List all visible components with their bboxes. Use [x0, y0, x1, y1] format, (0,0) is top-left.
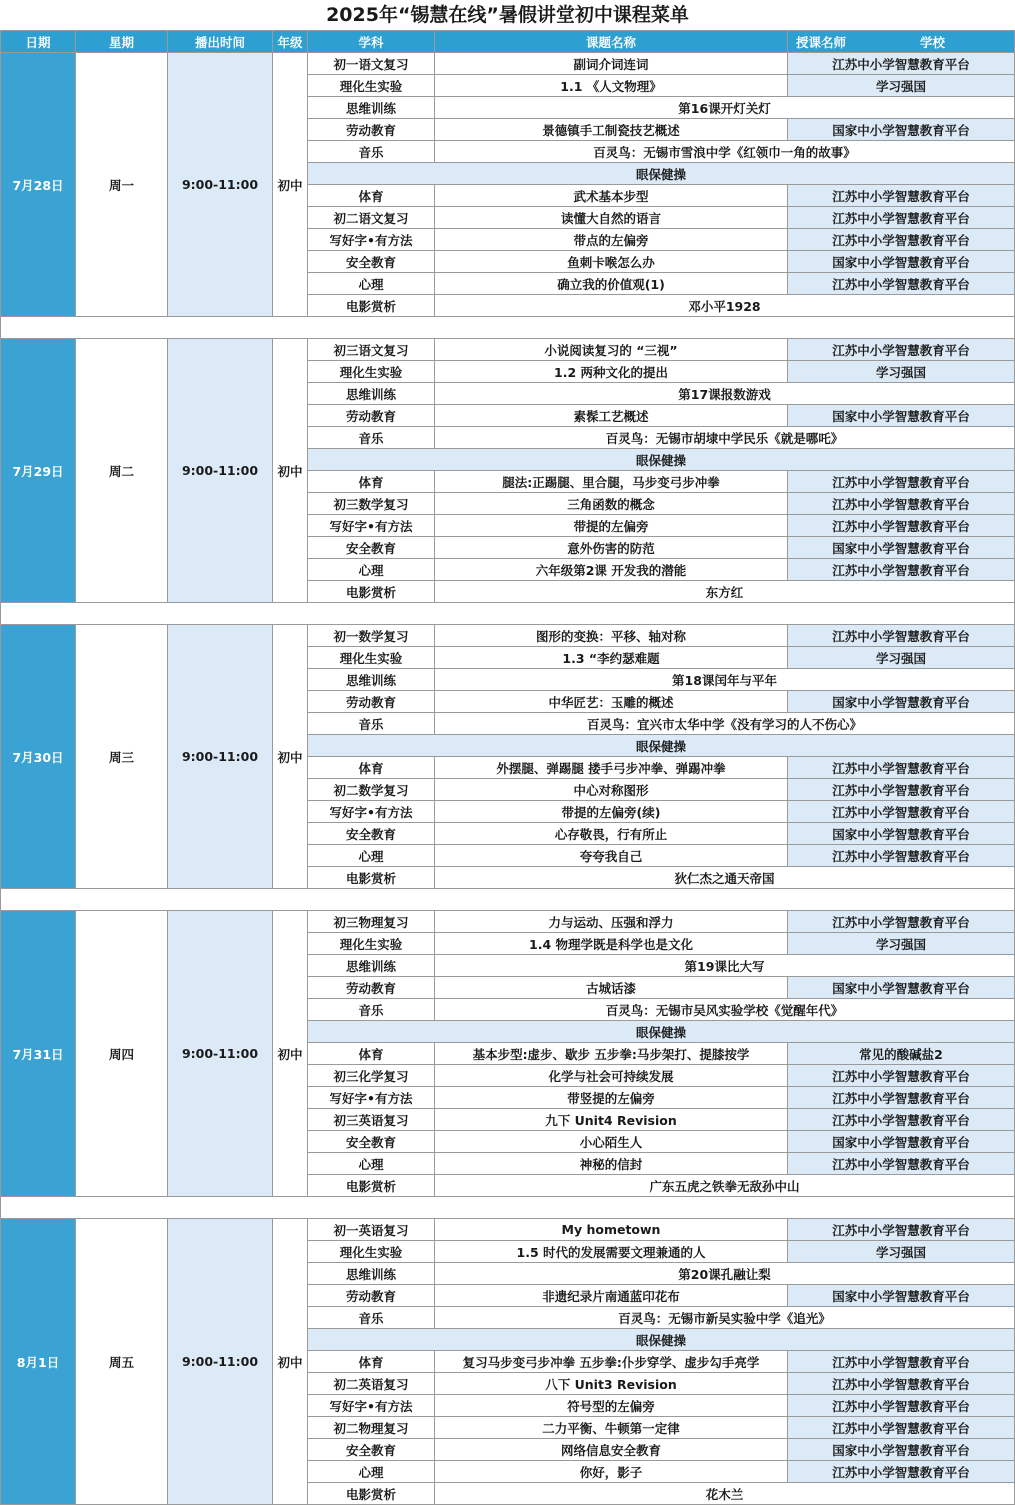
header-weekday: 星期: [76, 31, 168, 53]
day-separator: [1, 889, 1015, 911]
course-cell: 外摆腿、弹踢腿 搂手弓步冲拳、弹踢冲拳: [435, 757, 788, 779]
subject-cell: 音乐: [308, 999, 435, 1021]
course-cell: 中心对称图形: [435, 779, 788, 801]
date-cell: 7月29日: [1, 339, 76, 603]
school-cell: 江苏中小学智慧教育平台: [788, 625, 1015, 647]
school-cell: 江苏中小学智慧教育平台: [788, 229, 1015, 251]
school-cell: 江苏中小学智慧教育平台: [788, 207, 1015, 229]
subject-cell: 劳动教育: [308, 691, 435, 713]
subject-cell: 电影赏析: [308, 1483, 435, 1505]
course-cell: 小心陌生人: [435, 1131, 788, 1153]
grade-cell: 初中: [273, 911, 308, 1197]
school-cell: 江苏中小学智慧教育平台: [788, 1219, 1015, 1241]
subject-cell: 音乐: [308, 427, 435, 449]
day-separator: [1, 317, 1015, 339]
school-cell: 国家中小学智慧教育平台: [788, 405, 1015, 427]
course-cell: 百灵鸟：无锡市新吴实验中学《追光》: [435, 1307, 1015, 1329]
course-cell: 六年级第2课 开发我的潜能: [435, 559, 788, 581]
course-cell: 图形的变换：平移、轴对称: [435, 625, 788, 647]
course-cell: 九下 Unit4 Revision: [435, 1109, 788, 1131]
course-cell: 中华匠艺：玉雕的概述: [435, 691, 788, 713]
course-cell: 带提的左偏旁: [435, 515, 788, 537]
course-cell: 带点的左偏旁: [435, 229, 788, 251]
course-cell: 复习马步变弓步冲拳 五步拳:仆步穿学、虚步勾手亮学: [435, 1351, 788, 1373]
course-cell: 化学与社会可持续发展: [435, 1065, 788, 1087]
time-cell: 9:00-11:00: [168, 625, 273, 889]
header-subject: 学科: [308, 31, 435, 53]
header-course: 课题名称: [435, 31, 788, 53]
course-cell: 百灵鸟：宜兴市太华中学《没有学习的人不伤心》: [435, 713, 1015, 735]
school-cell: 江苏中小学智慧教育平台: [788, 493, 1015, 515]
course-cell: 确立我的价值观(1): [435, 273, 788, 295]
course-cell: 广东五虎之铁拳无敌孙中山: [435, 1175, 1015, 1197]
break-cell: 眼保健操: [308, 163, 1015, 185]
school-cell: 国家中小学智慧教育平台: [788, 1285, 1015, 1307]
course-cell: 狄仁杰之通天帝国: [435, 867, 1015, 889]
header-grade: 年级: [273, 31, 308, 53]
subject-cell: 思维训练: [308, 669, 435, 691]
subject-cell: 安全教育: [308, 823, 435, 845]
weekday-cell: 周四: [76, 911, 168, 1197]
subject-cell: 安全教育: [308, 1131, 435, 1153]
subject-cell: 心理: [308, 559, 435, 581]
subject-cell: 思维训练: [308, 955, 435, 977]
course-cell: 1.5 时代的发展需要文理兼通的人: [435, 1241, 788, 1263]
subject-cell: 初二英语复习: [308, 1373, 435, 1395]
course-cell: 第16课开灯关灯: [435, 97, 1015, 119]
school-cell: 江苏中小学智慧教育平台: [788, 757, 1015, 779]
school-cell: 国家中小学智慧教育平台: [788, 1439, 1015, 1461]
school-cell: 江苏中小学智慧教育平台: [788, 1351, 1015, 1373]
school-cell: 国家中小学智慧教育平台: [788, 691, 1015, 713]
school-cell: 国家中小学智慧教育平台: [788, 251, 1015, 273]
course-cell: My hometown: [435, 1219, 788, 1241]
course-cell: 百灵鸟：无锡市雪浪中学《红领巾一角的故事》: [435, 141, 1015, 163]
course-cell: 网络信息安全教育: [435, 1439, 788, 1461]
course-cell: 神秘的信封: [435, 1153, 788, 1175]
school-cell: 国家中小学智慧教育平台: [788, 823, 1015, 845]
course-cell: 二力平衡、牛顿第一定律: [435, 1417, 788, 1439]
grade-cell: 初中: [273, 53, 308, 317]
time-cell: 9:00-11:00: [168, 53, 273, 317]
date-cell: 7月30日: [1, 625, 76, 889]
subject-cell: 理化生实验: [308, 933, 435, 955]
subject-cell: 电影赏析: [308, 581, 435, 603]
subject-cell: 电影赏析: [308, 867, 435, 889]
course-cell: 鱼刺卡喉怎么办: [435, 251, 788, 273]
school-cell: 学习强国: [788, 361, 1015, 383]
header-time: 播出时间: [168, 31, 273, 53]
subject-cell: 初一语文复习: [308, 53, 435, 75]
subject-cell: 初三语文复习: [308, 339, 435, 361]
subject-cell: 初一数学复习: [308, 625, 435, 647]
course-cell: 1.1 《人文物理》: [435, 75, 788, 97]
course-cell: 百灵鸟：无锡市吴风实验学校《觉醒年代》: [435, 999, 1015, 1021]
course-cell: 小说阅读复习的 “三视”: [435, 339, 788, 361]
subject-cell: 体育: [308, 185, 435, 207]
subject-cell: 体育: [308, 1351, 435, 1373]
subject-cell: 安全教育: [308, 537, 435, 559]
subject-cell: 心理: [308, 845, 435, 867]
school-cell: 国家中小学智慧教育平台: [788, 119, 1015, 141]
subject-cell: 理化生实验: [308, 361, 435, 383]
subject-cell: 初二数学复习: [308, 779, 435, 801]
weekday-cell: 周三: [76, 625, 168, 889]
course-cell: 符号型的左偏旁: [435, 1395, 788, 1417]
subject-cell: 音乐: [308, 141, 435, 163]
course-cell: 心存敬畏，行有所止: [435, 823, 788, 845]
weekday-cell: 周五: [76, 1219, 168, 1505]
subject-cell: 劳动教育: [308, 1285, 435, 1307]
day-separator: [1, 603, 1015, 625]
header-teacher-school: [788, 31, 1015, 53]
course-cell: 八下 Unit3 Revision: [435, 1373, 788, 1395]
subject-cell: 初三数学复习: [308, 493, 435, 515]
subject-cell: 写好字•有方法: [308, 229, 435, 251]
school-cell: 江苏中小学智慧教育平台: [788, 185, 1015, 207]
school-cell: 学习强国: [788, 1241, 1015, 1263]
course-cell: 夸夸我自己: [435, 845, 788, 867]
schedule-table: [0, 30, 1015, 1505]
subject-cell: 劳动教育: [308, 405, 435, 427]
page-title: 2025年“锡慧在线”暑假讲堂初中课程菜单: [326, 4, 689, 26]
course-cell: 1.2 两种文化的提出: [435, 361, 788, 383]
school-cell: 江苏中小学智慧教育平台: [788, 471, 1015, 493]
subject-cell: 体育: [308, 471, 435, 493]
course-cell: 第17课报数游戏: [435, 383, 1015, 405]
school-cell: 江苏中小学智慧教育平台: [788, 801, 1015, 823]
course-cell: 1.4 物理学既是科学也是文化: [435, 933, 788, 955]
course-cell: 三角函数的概念: [435, 493, 788, 515]
school-cell: 江苏中小学智慧教育平台: [788, 273, 1015, 295]
subject-cell: 理化生实验: [308, 647, 435, 669]
course-cell: 第19课比大写: [435, 955, 1015, 977]
break-cell: 眼保健操: [308, 449, 1015, 471]
grade-cell: 初中: [273, 1219, 308, 1505]
course-cell: 你好，影子: [435, 1461, 788, 1483]
day-separator: [1, 1197, 1015, 1219]
time-cell: 9:00-11:00: [168, 911, 273, 1197]
table-row: [1, 625, 1015, 647]
subject-cell: 思维训练: [308, 383, 435, 405]
school-cell: 学习强国: [788, 75, 1015, 97]
subject-cell: 音乐: [308, 713, 435, 735]
subject-cell: 写好字•有方法: [308, 1087, 435, 1109]
course-cell: 非遗纪录片南通蓝印花布: [435, 1285, 788, 1307]
course-cell: 百灵鸟：无锡市胡埭中学民乐《就是哪吒》: [435, 427, 1015, 449]
date-cell: 8月1日: [1, 1219, 76, 1505]
subject-cell: 初二语文复习: [308, 207, 435, 229]
subject-cell: 思维训练: [308, 97, 435, 119]
school-cell: 常见的酸碱盐2: [788, 1043, 1015, 1065]
time-cell: 9:00-11:00: [168, 339, 273, 603]
weekday-cell: 周二: [76, 339, 168, 603]
course-cell: 意外伤害的防范: [435, 537, 788, 559]
grade-cell: 初中: [273, 339, 308, 603]
course-cell: 素髹工艺概述: [435, 405, 788, 427]
subject-cell: 心理: [308, 273, 435, 295]
school-cell: 江苏中小学智慧教育平台: [788, 779, 1015, 801]
course-cell: 副词介词连词: [435, 53, 788, 75]
subject-cell: 体育: [308, 757, 435, 779]
subject-cell: 写好字•有方法: [308, 801, 435, 823]
course-cell: 邓小平1928: [435, 295, 1015, 317]
course-cell: 古城话漆: [435, 977, 788, 999]
table-row: [1, 339, 1015, 361]
subject-cell: 初二物理复习: [308, 1417, 435, 1439]
subject-cell: 心理: [308, 1153, 435, 1175]
table-row: [1, 911, 1015, 933]
subject-cell: 思维训练: [308, 1263, 435, 1285]
school-cell: 江苏中小学智慧教育平台: [788, 1087, 1015, 1109]
subject-cell: 安全教育: [308, 251, 435, 273]
subject-cell: 音乐: [308, 1307, 435, 1329]
course-cell: 带竖提的左偏旁: [435, 1087, 788, 1109]
break-cell: 眼保健操: [308, 1021, 1015, 1043]
course-cell: 腿法:正踢腿、里合腿，马步变弓步冲拳: [435, 471, 788, 493]
course-cell: 东方红: [435, 581, 1015, 603]
subject-cell: 初三英语复习: [308, 1109, 435, 1131]
header-teacher: 授课名师: [796, 35, 847, 50]
break-cell: 眼保健操: [308, 735, 1015, 757]
school-cell: 江苏中小学智慧教育平台: [788, 339, 1015, 361]
course-cell: 武术基本步型: [435, 185, 788, 207]
school-cell: 江苏中小学智慧教育平台: [788, 1109, 1015, 1131]
subject-cell: 理化生实验: [308, 1241, 435, 1263]
school-cell: 江苏中小学智慧教育平台: [788, 515, 1015, 537]
school-cell: 江苏中小学智慧教育平台: [788, 845, 1015, 867]
header-school: 学校: [920, 35, 946, 50]
subject-cell: 电影赏析: [308, 295, 435, 317]
subject-cell: 初三物理复习: [308, 911, 435, 933]
subject-cell: 理化生实验: [308, 75, 435, 97]
school-cell: 江苏中小学智慧教育平台: [788, 1153, 1015, 1175]
school-cell: 江苏中小学智慧教育平台: [788, 559, 1015, 581]
subject-cell: 劳动教育: [308, 977, 435, 999]
course-cell: 基本步型:虚步、歇步 五步拳:马步架打、提膝按学: [435, 1043, 788, 1065]
school-cell: 江苏中小学智慧教育平台: [788, 53, 1015, 75]
school-cell: 国家中小学智慧教育平台: [788, 537, 1015, 559]
course-cell: 读懂大自然的语言: [435, 207, 788, 229]
subject-cell: 初三化学复习: [308, 1065, 435, 1087]
weekday-cell: 周一: [76, 53, 168, 317]
date-cell: 7月31日: [1, 911, 76, 1197]
grade-cell: 初中: [273, 625, 308, 889]
course-cell: 第18课闰年与平年: [435, 669, 1015, 691]
school-cell: 学习强国: [788, 647, 1015, 669]
course-cell: 带提的左偏旁(续): [435, 801, 788, 823]
subject-cell: 写好字•有方法: [308, 515, 435, 537]
date-cell: 7月28日: [1, 53, 76, 317]
course-cell: 力与运动、压强和浮力: [435, 911, 788, 933]
course-cell: 景德镇手工制瓷技艺概述: [435, 119, 788, 141]
header-date: 日期: [1, 31, 76, 53]
table-row: [1, 53, 1015, 75]
school-cell: 江苏中小学智慧教育平台: [788, 911, 1015, 933]
table-row: [1, 1219, 1015, 1241]
school-cell: 江苏中小学智慧教育平台: [788, 1065, 1015, 1087]
course-cell: 1.3 “李约瑟难题: [435, 647, 788, 669]
school-cell: 江苏中小学智慧教育平台: [788, 1395, 1015, 1417]
subject-cell: 心理: [308, 1461, 435, 1483]
subject-cell: 电影赏析: [308, 1175, 435, 1197]
school-cell: 国家中小学智慧教育平台: [788, 977, 1015, 999]
school-cell: 江苏中小学智慧教育平台: [788, 1417, 1015, 1439]
break-cell: 眼保健操: [308, 1329, 1015, 1351]
subject-cell: 安全教育: [308, 1439, 435, 1461]
school-cell: 学习强国: [788, 933, 1015, 955]
subject-cell: 初一英语复习: [308, 1219, 435, 1241]
course-cell: 花木兰: [435, 1483, 1015, 1505]
course-cell: 第20课孔融让梨: [435, 1263, 1015, 1285]
subject-cell: 劳动教育: [308, 119, 435, 141]
header-row: [1, 31, 1015, 53]
subject-cell: 体育: [308, 1043, 435, 1065]
school-cell: 江苏中小学智慧教育平台: [788, 1373, 1015, 1395]
school-cell: 江苏中小学智慧教育平台: [788, 1461, 1015, 1483]
school-cell: 国家中小学智慧教育平台: [788, 1131, 1015, 1153]
time-cell: 9:00-11:00: [168, 1219, 273, 1505]
subject-cell: 写好字•有方法: [308, 1395, 435, 1417]
